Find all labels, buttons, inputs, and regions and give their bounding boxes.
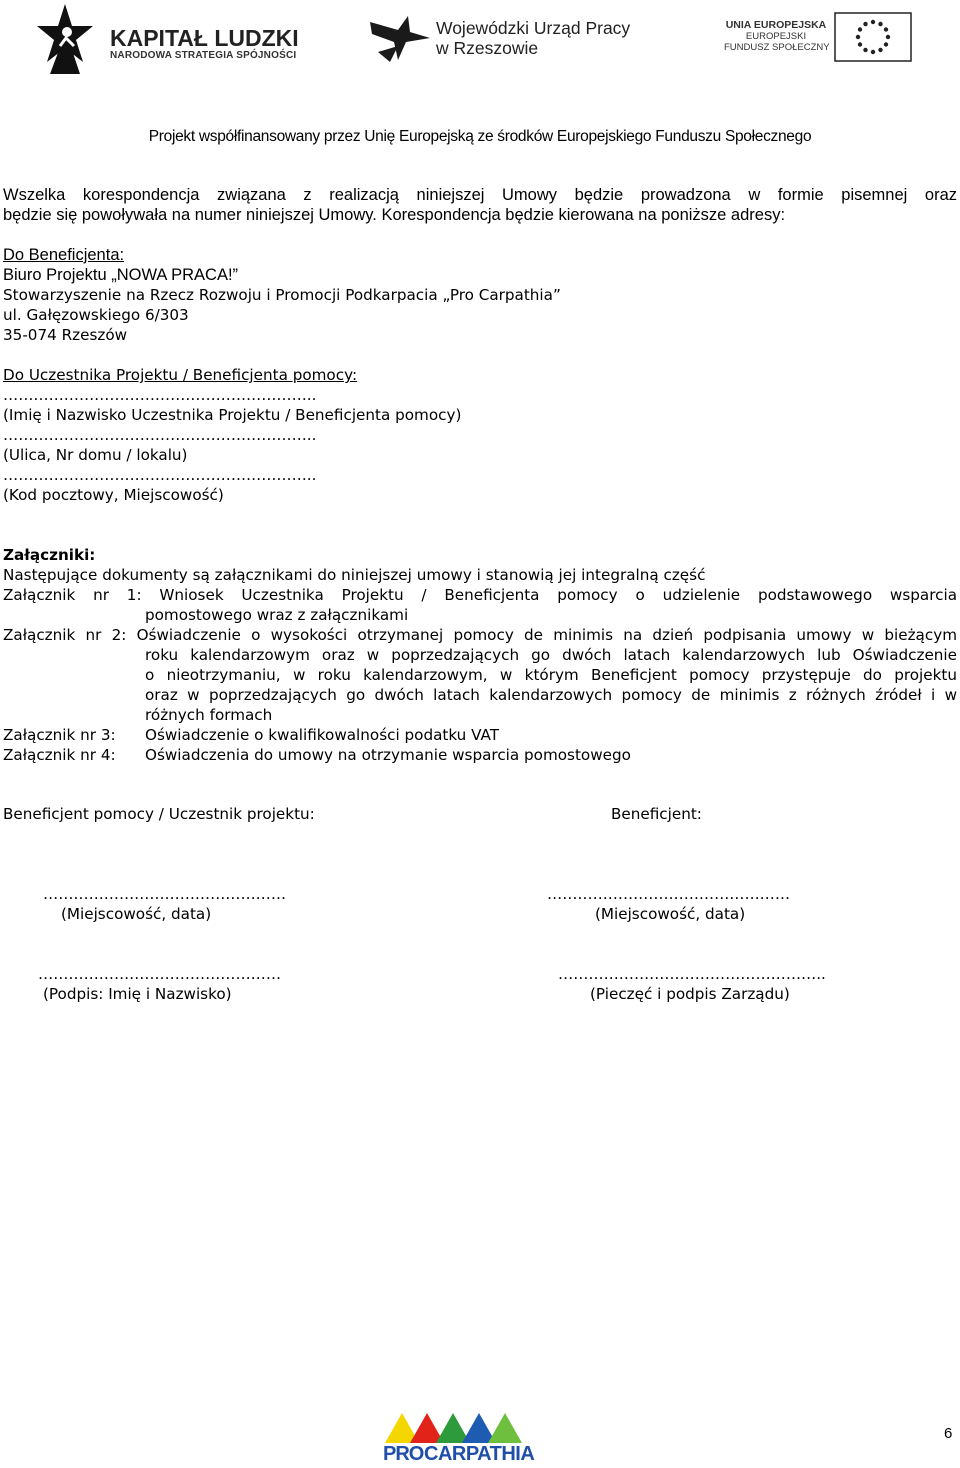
- beneficiary-heading: Do Beneficjenta:: [3, 246, 125, 264]
- signature-right-heading: Beneficjent:: [611, 805, 702, 823]
- eu-star-icon: [878, 48, 882, 52]
- eu-star-icon: [858, 42, 862, 46]
- procarpathia-triangles-icon: [383, 1410, 538, 1444]
- attachment-3-text: Oświadczenie o kwalifikowalności podatku VAT: [145, 726, 500, 744]
- attachment-4-text: Oświadczenia do umowy na otrzymanie wsparcia pomostowego: [145, 746, 631, 764]
- signature-right-sign-hint: (Pieczęć i podpis Zarządu): [590, 985, 790, 1003]
- attachments-heading: Załączniki:: [3, 546, 96, 564]
- eu-text-line3: FUNDUSZ SPOŁECZNY: [724, 42, 830, 53]
- attachments-intro: Następujące dokumenty są załącznikami do niniejszej umowy i stanowią jej integralną część: [3, 566, 706, 584]
- attachment-1-line1: Załącznik nr 1: Wniosek Uczestnika Projektu / Beneficjenta pomocy o udzielenie podstawowego wsparcia: [3, 586, 957, 604]
- page-number: 6: [944, 1425, 953, 1442]
- beneficiary-office: Biuro Projektu „NOWA PRACA!”: [3, 266, 239, 284]
- eu-star-icon: [878, 22, 882, 26]
- signature-right-sign-dots: ……………………………………………..: [558, 965, 826, 983]
- participant-postal-hint: (Kod pocztowy, Miejscowość): [3, 486, 224, 504]
- attachment-3-label: Załącznik nr 3:: [3, 726, 116, 744]
- procarpathia-logo-carpathia: CARPATHIA: [424, 1443, 535, 1465]
- participant-street-dots: ……………………………………………………..: [3, 426, 317, 444]
- eu-star-icon: [884, 42, 888, 46]
- wup-name-line2: w Rzeszowie: [436, 38, 539, 58]
- attachment-2-line5: różnych formach: [145, 706, 273, 724]
- participant-street-hint: (Ulica, Nr domu / lokalu): [3, 446, 188, 464]
- wup-bird-icon: [368, 12, 432, 64]
- signature-right-place-hint: (Miejscowość, data): [595, 905, 746, 923]
- signature-left-heading: Beneficjent pomocy / Uczestnik projektu:: [3, 805, 315, 823]
- beneficiary-organization: Stowarzyszenie na Rzecz Rozwoju i Promocji Podkarpacia „Pro Carpathia”: [3, 286, 561, 304]
- eu-star-icon: [886, 35, 890, 39]
- signature-left-sign-hint: (Podpis: Imię i Nazwisko): [43, 985, 232, 1003]
- participant-postal-dots: ……………………………………………………..: [3, 466, 317, 484]
- kapital-ludzki-star-icon: [36, 2, 94, 78]
- attachment-1-line2: pomostowego wraz z załącznikami: [145, 606, 409, 624]
- attachment-2-line2: roku kalendarzowym oraz w poprzedzających go dwóch latach kalendarzowych lub Oświadczenie: [145, 646, 957, 664]
- kapital-ludzki-title: KAPITAŁ LUDZKI: [110, 25, 299, 51]
- eu-text-line1: UNIA EUROPEJSKA: [725, 19, 827, 31]
- kapital-ludzki-subtitle: NARODOWA STRATEGIA SPÓJNOŚCI: [110, 50, 297, 61]
- beneficiary-street: ul. Gałęzowskiego 6/303: [3, 306, 189, 324]
- cofinancing-note: Projekt współfinansowany przez Unię Europejską ze środków Europejskiego Funduszu Społecznego: [148, 128, 812, 145]
- eu-star-icon: [871, 20, 875, 24]
- eu-star-icon: [871, 50, 875, 54]
- signature-left-place-hint: (Miejscowość, data): [61, 905, 212, 923]
- eu-star-icon: [858, 27, 862, 31]
- signature-right-place-dots: …………………………………………: [547, 885, 790, 903]
- intro-line-2: będzie się powoływała na numer niniejszej Umowy. Korespondencja będzie kierowana na poniższe adresy:: [3, 206, 786, 224]
- participant-heading: Do Uczestnika Projektu / Beneficjenta pomocy:: [3, 366, 358, 384]
- eu-star-icon: [856, 35, 860, 39]
- eu-star-icon: [863, 48, 867, 52]
- procarpathia-logo-pro: PRO: [383, 1443, 424, 1465]
- eu-star-icon: [863, 22, 867, 26]
- signature-left-place-dots: …………………………………………: [43, 885, 286, 903]
- attachment-2-line1: Załącznik nr 2: Oświadczenie o wysokości otrzymanej pomocy de minimis na dzień podpisania umowy w bieżącym: [3, 626, 957, 644]
- intro-line-1: Wszelka korespondencja związana z realizacją niniejszej Umowy będzie prowadzona w formie pisemnej oraz: [3, 186, 957, 204]
- eu-flag-icon: [834, 12, 912, 62]
- attachment-2-line4: oraz w poprzedzających go dwóch latach kalendarzowych pomocy de minimis z różnych źródeł i w: [145, 686, 957, 704]
- signature-left-sign-dots: …………………………………………: [38, 965, 281, 983]
- participant-name-hint: (Imię i Nazwisko Uczestnika Projektu / Beneficjenta pomocy): [3, 406, 462, 424]
- wup-name-line1: Wojewódzki Urząd Pracy: [436, 18, 631, 38]
- beneficiary-city: 35-074 Rzeszów: [3, 326, 128, 344]
- eu-text-line2: EUROPEJSKI: [745, 31, 807, 42]
- attachment-4-label: Załącznik nr 4:: [3, 746, 116, 764]
- participant-name-dots: ……………………………………………………..: [3, 386, 317, 404]
- attachment-2-line3: o nieotrzymaniu, w roku kalendarzowym, w którym Beneficjent pomocy przystępuje do projektu: [145, 666, 957, 684]
- eu-star-icon: [884, 27, 888, 31]
